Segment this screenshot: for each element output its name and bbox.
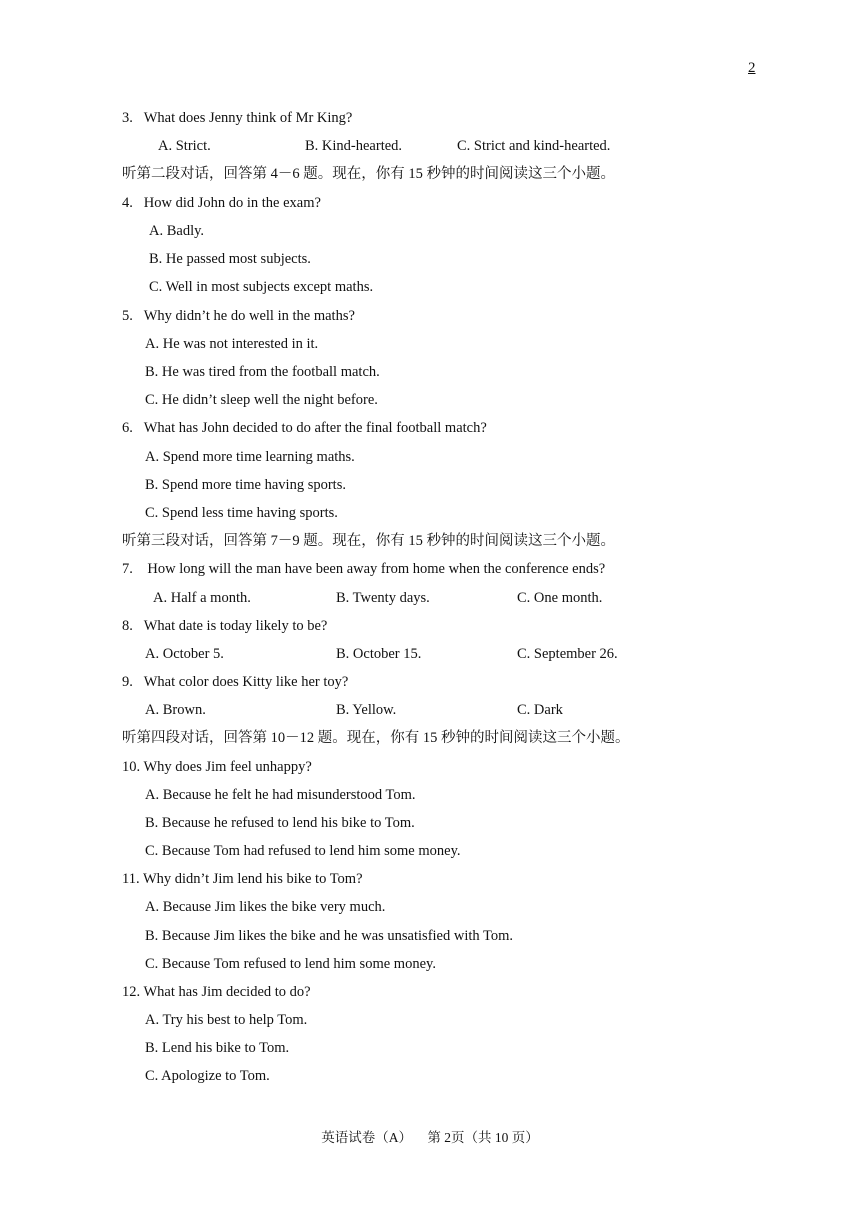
q4-option-a: A. Badly. (149, 223, 205, 239)
section-4-instruction: 听第四段对话，回答第 10－12 题。现在，你有 15 秒钟的时间阅读这三个小题。 (122, 730, 630, 746)
question-10: 10. Why does Jim feel unhappy? (122, 759, 312, 775)
q3-option-b: B. Kind-hearted. (305, 138, 403, 154)
q5-option-b: B. He was tired from the football match. (145, 364, 380, 380)
q11-option-a: A. Because Jim likes the bike very much. (145, 899, 386, 915)
q4-option-c: C. Well in most subjects except maths. (149, 279, 374, 295)
question-8: 8. What date is today likely to be? (122, 618, 328, 634)
q6-option-a: A. Spend more time learning maths. (145, 449, 355, 465)
footer-paper-title: 英语试卷（A） (321, 1130, 412, 1145)
question-6: 6. What has John decided to do after the final football match? (122, 420, 487, 436)
q4-option-b: B. He passed most subjects. (149, 251, 311, 267)
q10-option-c: C. Because Tom had refused to lend him some money. (145, 843, 461, 859)
q8-option-a: A. October 5. (145, 646, 224, 662)
q6-option-b: B. Spend more time having sports. (145, 477, 346, 493)
question-3: 3. What does Jenny think of Mr King? (122, 110, 353, 126)
q9-option-b: B. Yellow. (336, 702, 397, 718)
q3-option-a: A. Strict. (158, 138, 211, 154)
page-footer (0, 1126, 860, 1146)
page-number: 2 (748, 60, 756, 76)
section-3-instruction: 听第三段对话，回答第 7－9 题。现在，你有 15 秒钟的时间阅读这三个小题。 (122, 533, 615, 549)
q10-option-a: A. Because he felt he had misunderstood Tom. (145, 787, 416, 803)
q8-option-b: B. October 15. (336, 646, 422, 662)
q7-option-c: C. One month. (517, 590, 603, 606)
q5-option-a: A. He was not interested in it. (145, 336, 319, 352)
question-11: 11. Why didn’t Jim lend his bike to Tom? (122, 871, 363, 887)
q10-option-b: B. Because he refused to lend his bike to Tom. (145, 815, 415, 831)
q11-option-c: C. Because Tom refused to lend him some money. (145, 956, 436, 972)
question-4: 4. How did John do in the exam? (122, 195, 321, 211)
q7-option-b: B. Twenty days. (336, 590, 430, 606)
q12-option-c: C. Apologize to Tom. (145, 1068, 270, 1084)
q8-option-c: C. September 26. (517, 646, 618, 662)
q7-option-a: A. Half a month. (153, 590, 251, 606)
q5-option-c: C. He didn’t sleep well the night before. (145, 392, 378, 408)
q6-option-c: C. Spend less time having sports. (145, 505, 338, 521)
question-12: 12. What has Jim decided to do? (122, 984, 311, 1000)
question-5: 5. Why didn’t he do well in the maths? (122, 308, 355, 324)
question-7: 7. How long will the man have been away from home when the conference ends? (122, 561, 606, 577)
question-9: 9. What color does Kitty like her toy? (122, 674, 349, 690)
q9-option-c: C. Dark (517, 702, 563, 718)
footer-page-info: 第 2页（共 10 页） (427, 1130, 539, 1145)
section-2-instruction: 听第二段对话，回答第 4－6 题。现在，你有 15 秒钟的时间阅读这三个小题。 (122, 166, 615, 182)
q3-option-c: C. Strict and kind-hearted. (457, 138, 611, 154)
q12-option-a: A. Try his best to help Tom. (145, 1012, 308, 1028)
q11-option-b: B. Because Jim likes the bike and he was unsatisfied with Tom. (145, 928, 514, 944)
q12-option-b: B. Lend his bike to Tom. (145, 1040, 290, 1056)
q9-option-a: A. Brown. (145, 702, 206, 718)
